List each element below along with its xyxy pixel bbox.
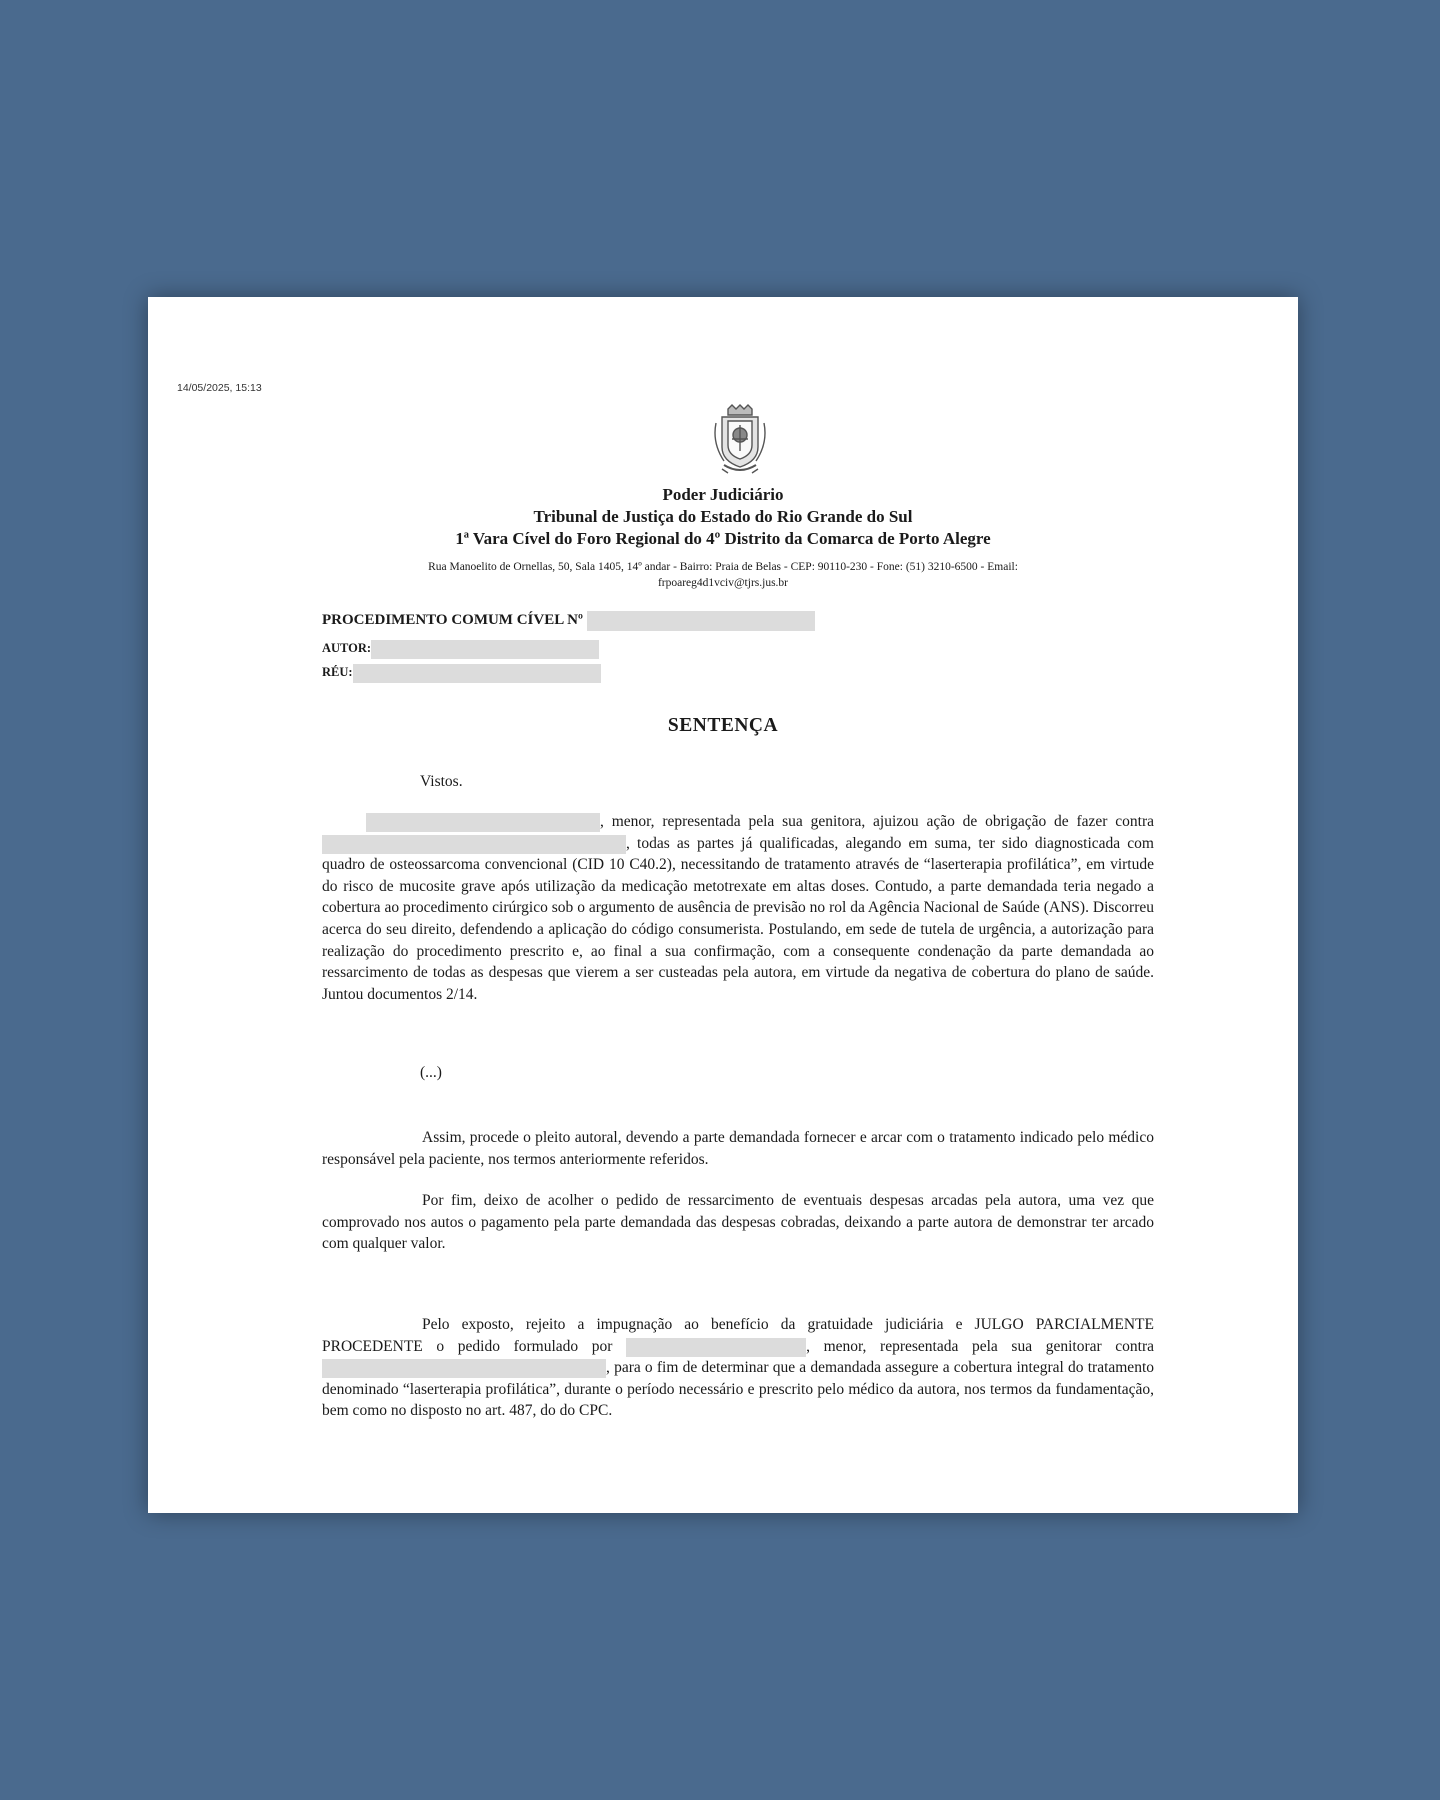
refund-paragraph xyxy=(322,1190,1154,1255)
header-line-2: Tribunal de Justiça do Estado do Rio Grande do Sul xyxy=(533,507,913,526)
ruling-text-1: Pelo exposto, rejeito a impugnação ao benefício da gratuidade judiciária e JULGO PARCIALMENTE PROCEDENTE o pedido formulado por xyxy=(322,1316,1154,1355)
procedure-label: PROCEDIMENTO COMUM CÍVEL Nº xyxy=(322,612,583,628)
grounds-paragraph xyxy=(322,1127,1154,1170)
document-title: SENTENÇA xyxy=(667,715,779,736)
address-line-2: frpoareg4d1vciv@tjrs.jus.br xyxy=(657,577,789,589)
redacted-defendant-name xyxy=(322,835,626,854)
redacted-party-name xyxy=(366,813,600,832)
ruling-text-2: , menor, representada pela sua genitorar contra xyxy=(806,1337,1155,1355)
redacted-procedure-number xyxy=(587,611,815,631)
header-line-1: Poder Judiciário xyxy=(662,485,784,504)
court-header xyxy=(148,484,1298,591)
procedure-number-line xyxy=(322,610,1154,631)
report-text-1: , menor, representada pela sua genitora, ajuizou ação de obrigação de fazer contra xyxy=(600,813,1154,830)
redacted-plaintiff-name xyxy=(626,1338,806,1357)
ellipsis-text: (...) xyxy=(420,1064,442,1081)
redacted-autor-name xyxy=(371,640,599,659)
ruling-text-3: , para o fim de determinar que a demandada assegure a cobertura integral do tratamento denominado “laserterapia profilática”, durante o período necessário e prescrito pelo médico da autora, nos termos da fundamentação, bem como no disposto no art. 487, do do CPC. xyxy=(322,1359,1154,1420)
reu-label: RÉU: xyxy=(322,665,353,679)
reu-line xyxy=(322,662,1154,683)
autor-line xyxy=(322,638,1154,659)
court-address xyxy=(148,559,1298,591)
grounds-text: Assim, procede o pleito autoral, devendo a parte demandada fornecer e arcar com o tratamento indicado pelo médico responsável pela paciente, nos termos anteriormente referidos. xyxy=(322,1129,1154,1168)
document-page xyxy=(148,297,1298,1513)
coat-of-arms-icon xyxy=(708,403,772,481)
report-paragraph xyxy=(322,811,1154,1005)
address-line-1: Rua Manoelito de Ornellas, 50, Sala 1405, 14º andar - Bairro: Praia de Belas - CEP: 90110-230 - Fone: (51) 3210-6500 - Email: xyxy=(428,561,1018,573)
refund-text: Por fim, deixo de acolher o pedido de ressarcimento de eventuais despesas arcadas pela autora, uma vez que comprovado nos autos o pagamento pela parte demandada das despesas cobradas, deixando a parte autora de demonstrar ter arcado com qualquer valor. xyxy=(322,1192,1154,1253)
ruling-paragraph xyxy=(322,1314,1154,1422)
redacted-defendant-name-2 xyxy=(322,1359,606,1378)
autor-label: AUTOR: xyxy=(322,641,372,655)
print-timestamp: 14/05/2025, 15:13 xyxy=(177,382,262,394)
vistos-text: Vistos. xyxy=(420,773,463,790)
report-text-2: , todas as partes já qualificadas, alegando em suma, ter sido diagnosticada com quadro de osteossarcoma convencional (CID 10 C40.2), necessitando de tratamento através de “laserterapia profilática”, em virtude do risco de mucosite grave após utilização da medicação metotrexate em altas doses. Contudo, a parte demandada teria negado a cobertura ao procedimento cirúrgico sob o argumento de ausência de previsão no rol da Agência Nacional de Saúde (ANS). Discorreu acerca do seu direito, defendendo a aplicação do código consumerista. Postulando, em sede de tutela de urgência, a autorização para realização do procedimento prescrito e, ao final a sua confirmação, com a consequente condenação da parte demandada ao ressarcimento de todas as despesas que vierem a ser custeadas pela autora, em virtude da negativa de cobertura do plano de saúde. Juntou documentos 2/14. xyxy=(322,834,1154,1003)
header-line-3: 1ª Vara Cível do Foro Regional do 4º Distrito da Comarca de Porto Alegre xyxy=(455,529,991,548)
redacted-reu-name xyxy=(353,664,601,683)
